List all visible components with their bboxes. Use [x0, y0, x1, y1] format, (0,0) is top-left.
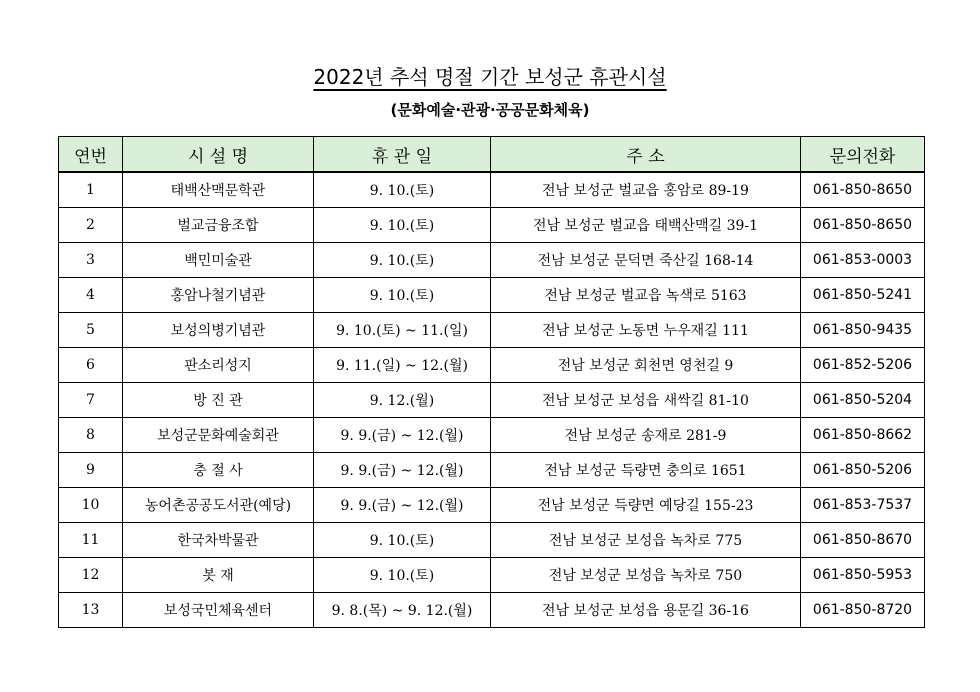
cell-closure-date: 9. 10.(토) — [314, 172, 491, 208]
cell-number: 3 — [59, 243, 123, 278]
cell-phone: 061-853-7537 — [801, 488, 925, 523]
cell-number: 8 — [59, 418, 123, 453]
table-header-row — [59, 137, 925, 173]
table-body — [59, 172, 925, 628]
cell-closure-date: 9. 12.(월) — [314, 383, 491, 418]
table-row — [59, 348, 925, 383]
cell-facility-name: 충 절 사 — [123, 453, 314, 488]
header-closure-date: 휴 관 일 — [314, 137, 491, 173]
cell-address: 전남 보성군 노동면 누우재길 111 — [491, 313, 801, 348]
cell-facility-name: 봇 재 — [123, 558, 314, 593]
table-row — [59, 593, 925, 628]
table-row — [59, 488, 925, 523]
document-title-text: 2022년 추석 명절 기간 보성군 휴관시설 — [313, 65, 667, 89]
cell-number: 5 — [59, 313, 123, 348]
cell-facility-name: 보성군문화예술회관 — [123, 418, 314, 453]
cell-address: 전남 보성군 득량면 예당길 155-23 — [491, 488, 801, 523]
cell-address: 전남 보성군 보성읍 녹차로 750 — [491, 558, 801, 593]
cell-phone: 061-850-8720 — [801, 593, 925, 628]
header-number: 연번 — [59, 137, 123, 173]
table-row — [59, 453, 925, 488]
table-header — [59, 137, 925, 173]
cell-phone: 061-850-9435 — [801, 313, 925, 348]
cell-address: 전남 보성군 득량면 충의로 1651 — [491, 453, 801, 488]
cell-phone: 061-850-5953 — [801, 558, 925, 593]
cell-phone: 061-850-8650 — [801, 172, 925, 208]
cell-phone: 061-850-8662 — [801, 418, 925, 453]
cell-facility-name: 방 진 관 — [123, 383, 314, 418]
cell-address: 전남 보성군 벌교읍 홍암로 89-19 — [491, 172, 801, 208]
cell-facility-name: 벌교금융조합 — [123, 208, 314, 243]
cell-facility-name: 태백산맥문학관 — [123, 172, 314, 208]
cell-phone: 061-850-5241 — [801, 278, 925, 313]
cell-phone: 061-850-8650 — [801, 208, 925, 243]
cell-phone: 061-850-5204 — [801, 383, 925, 418]
cell-number: 12 — [59, 558, 123, 593]
cell-address: 전남 보성군 보성읍 새싹길 81-10 — [491, 383, 801, 418]
cell-phone: 061-850-8670 — [801, 523, 925, 558]
cell-closure-date: 9. 10.(토) — [314, 558, 491, 593]
cell-facility-name: 판소리성지 — [123, 348, 314, 383]
header-facility-name: 시 설 명 — [123, 137, 314, 173]
table-row — [59, 383, 925, 418]
table-row — [59, 523, 925, 558]
cell-facility-name: 보성국민체육센터 — [123, 593, 314, 628]
cell-address: 전남 보성군 송재로 281-9 — [491, 418, 801, 453]
table-row — [59, 172, 925, 208]
document-title — [0, 62, 980, 92]
cell-closure-date: 9. 10.(토) — [314, 523, 491, 558]
cell-closure-date: 9. 10.(토) — [314, 278, 491, 313]
cell-closure-date: 9. 8.(목) ~ 9. 12.(월) — [314, 593, 491, 628]
cell-phone: 061-850-5206 — [801, 453, 925, 488]
cell-address: 전남 보성군 문덕면 죽산길 168-14 — [491, 243, 801, 278]
cell-address: 전남 보성군 벌교읍 태백산맥길 39-1 — [491, 208, 801, 243]
closure-table — [58, 136, 925, 628]
cell-number: 4 — [59, 278, 123, 313]
cell-number: 6 — [59, 348, 123, 383]
table-row — [59, 208, 925, 243]
cell-closure-date: 9. 10.(토) — [314, 208, 491, 243]
cell-number: 2 — [59, 208, 123, 243]
cell-facility-name: 홍암나철기념관 — [123, 278, 314, 313]
cell-phone: 061-852-5206 — [801, 348, 925, 383]
cell-number: 7 — [59, 383, 123, 418]
cell-facility-name: 백민미술관 — [123, 243, 314, 278]
cell-closure-date: 9. 9.(금) ~ 12.(월) — [314, 453, 491, 488]
cell-address: 전남 보성군 보성읍 녹차로 775 — [491, 523, 801, 558]
cell-address: 전남 보성군 회천면 영천길 9 — [491, 348, 801, 383]
cell-phone: 061-853-0003 — [801, 243, 925, 278]
cell-closure-date: 9. 11.(일) ~ 12.(월) — [314, 348, 491, 383]
table-row — [59, 278, 925, 313]
cell-closure-date: 9. 10.(토) ~ 11.(일) — [314, 313, 491, 348]
table-row — [59, 243, 925, 278]
cell-number: 11 — [59, 523, 123, 558]
cell-number: 1 — [59, 172, 123, 208]
cell-address: 전남 보성군 보성읍 용문길 36-16 — [491, 593, 801, 628]
header-phone: 문의전화 — [801, 137, 925, 173]
cell-closure-date: 9. 9.(금) ~ 12.(월) — [314, 488, 491, 523]
cell-number: 10 — [59, 488, 123, 523]
cell-number: 9 — [59, 453, 123, 488]
cell-address: 전남 보성군 벌교읍 녹색로 5163 — [491, 278, 801, 313]
table-row — [59, 558, 925, 593]
header-address: 주 소 — [491, 137, 801, 173]
cell-facility-name: 농어촌공공도서관(예당) — [123, 488, 314, 523]
cell-facility-name: 한국차박물관 — [123, 523, 314, 558]
cell-number: 13 — [59, 593, 123, 628]
document-subtitle: (문화예술·관광·공공문화체육) — [390, 101, 590, 119]
cell-facility-name: 보성의병기념관 — [123, 313, 314, 348]
table-row — [59, 313, 925, 348]
cell-closure-date: 9. 10.(토) — [314, 243, 491, 278]
table-row — [59, 418, 925, 453]
cell-closure-date: 9. 9.(금) ~ 12.(월) — [314, 418, 491, 453]
